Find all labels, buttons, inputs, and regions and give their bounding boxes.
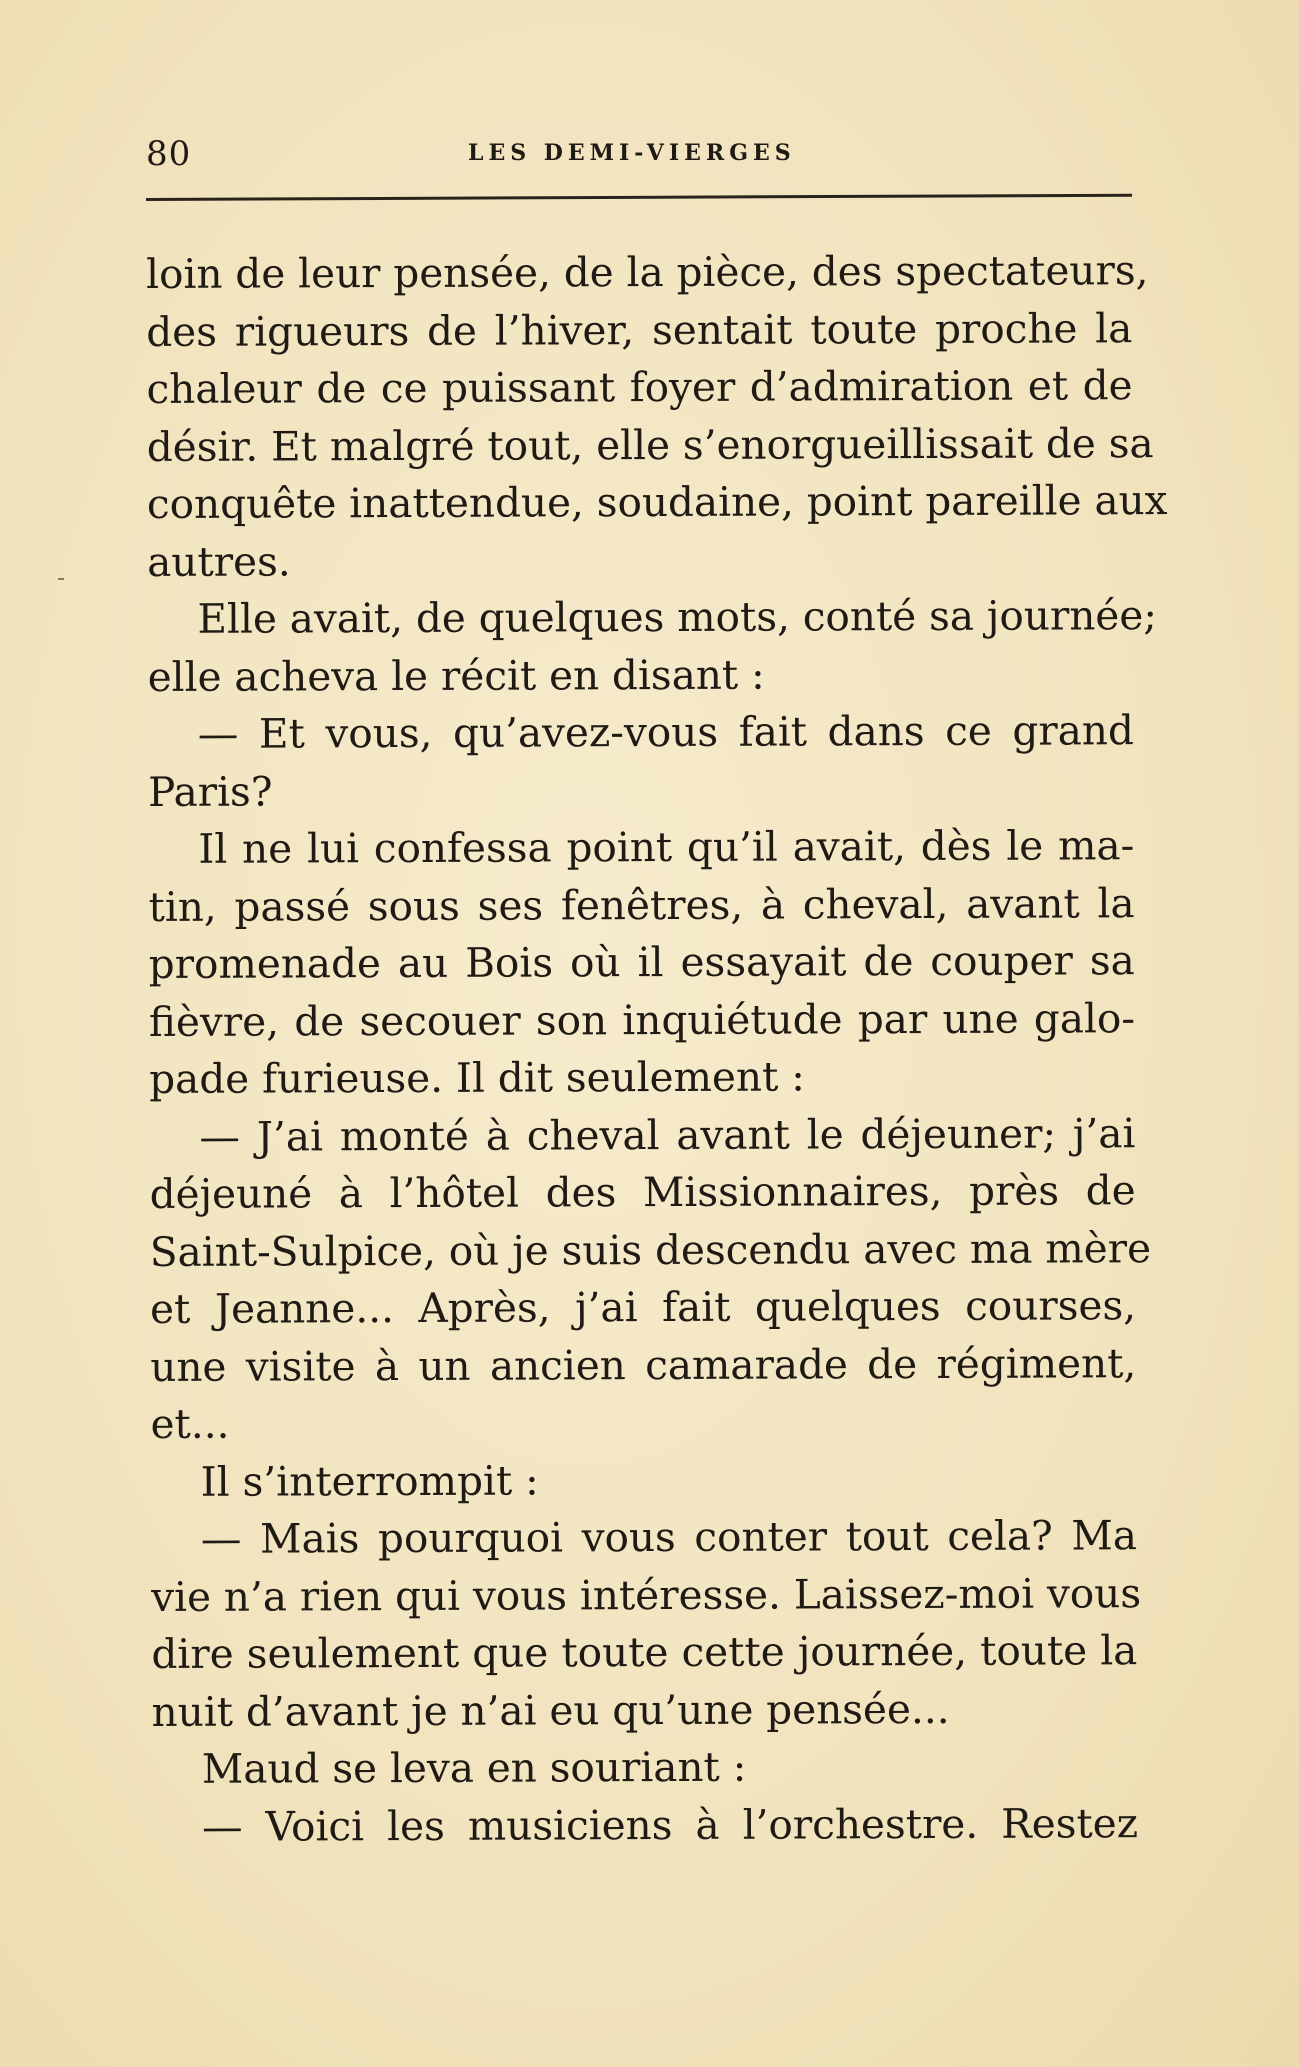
text-line: conquête inattendue, soudaine, point pareille aux	[146, 476, 1168, 528]
text-line: promenade au Bois où il essayait de couper sa	[148, 936, 1135, 988]
text-line: — Et vous, qu’avez-vous fait dans ce grand	[197, 706, 1134, 758]
text-line: déjeuné à l’hôtel des Missionnaires, près de	[149, 1166, 1136, 1218]
book-page	[146, 128, 1168, 1851]
text-line: — Voici les musiciens à l’orchestre. Restez	[201, 1798, 1139, 1851]
text-line: loin de leur pensée, de la pièce, des spectateurs,	[146, 246, 1149, 298]
text-line: dire seulement que toute cette journée, toute la	[151, 1626, 1138, 1678]
text-line: pade furieuse. Il dit seulement :	[149, 1052, 805, 1103]
text-line: une visite à un ancien camarade de régiment,	[150, 1338, 1137, 1391]
text-line: Il ne lui confessa point qu’il avait, dès le ma-	[198, 821, 1135, 873]
text-line: Saint-Sulpice, où je suis descendu avec ma mère	[149, 1223, 1152, 1276]
text-line: chaleur de ce puissant foyer d’admiration et de	[146, 361, 1133, 413]
text-line: — J’ai monté à cheval avant le déjeuner; j’ai	[199, 1108, 1136, 1161]
text-line: nuit d’avant je n’ai eu qu’une pensée...	[151, 1684, 950, 1736]
running-head	[146, 128, 1132, 180]
text-line: et...	[150, 1399, 230, 1448]
text-line: tin, passé sous ses fenêtres, à cheval, avant la	[148, 878, 1135, 931]
text-line: autres.	[147, 536, 291, 586]
text-line: elle acheva le récit en disant :	[147, 650, 765, 701]
running-title: LES DEMI-VIERGES	[468, 140, 796, 166]
margin-mark	[58, 578, 64, 580]
body-text	[146, 242, 1168, 1856]
text-line: des rigueurs de l’hiver, sentait toute proche la	[146, 303, 1133, 356]
header-rule	[146, 194, 1132, 201]
text-line: vie n’a rien qui vous intéresse. Laissez-moi vous	[151, 1568, 1142, 1621]
page-number: 80	[146, 134, 192, 174]
text-line: Il s’interrompit :	[200, 1456, 539, 1506]
text-line: désir. Et malgré tout, elle s’enorgueillissait de sa	[146, 418, 1154, 471]
text-line: Maud se leva en souriant :	[201, 1742, 747, 1793]
text-line: et Jeanne... Après, j’ai fait quelques courses,	[149, 1281, 1137, 1333]
text-line: Paris?	[148, 767, 273, 816]
text-line: Elle avait, de quelques mots, conté sa journée;	[197, 591, 1158, 643]
text-line: — Mais pourquoi vous conter tout cela? Ma	[200, 1511, 1138, 1563]
text-line: fièvre, de secouer son inquiétude par une galo-	[148, 993, 1136, 1046]
